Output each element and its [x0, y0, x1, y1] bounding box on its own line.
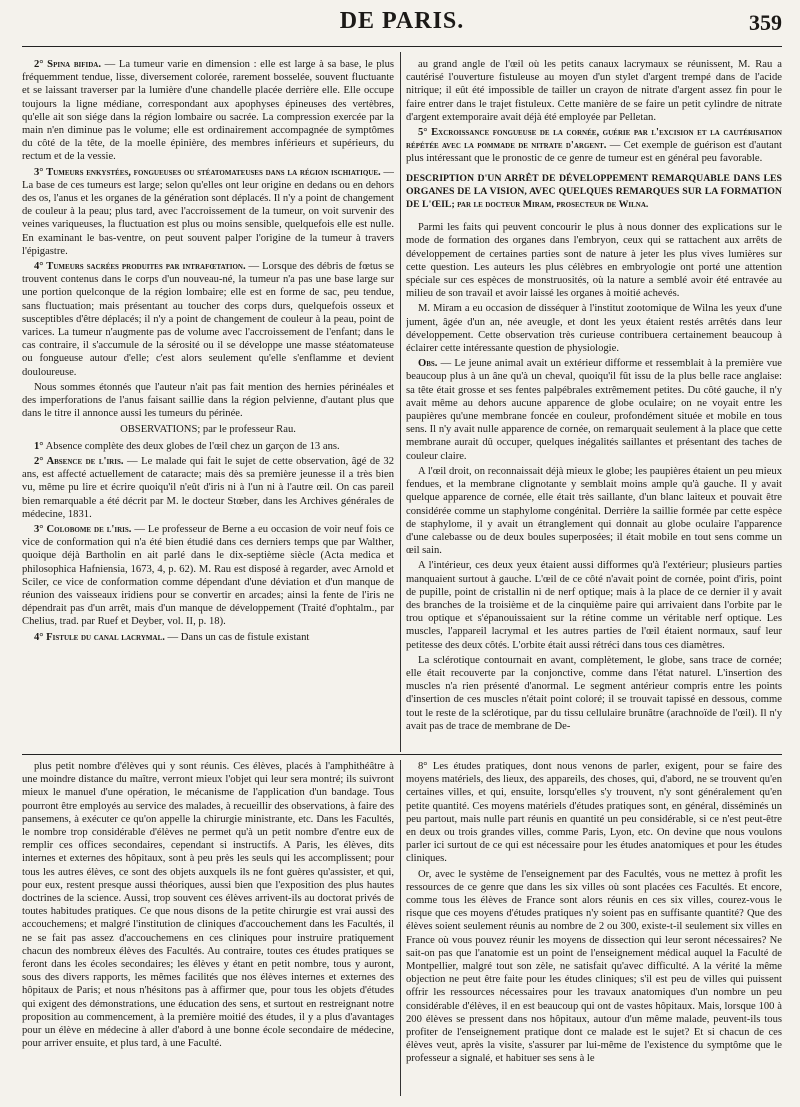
paragraph-text: — La tumeur varie en dimension : elle est large à sa base, le plus fréquemment tendue, lisse, diversement colorée, rarement bosselée, souvent fluctuante et se laissant traverser par la lumière d'une chandelle placée derrière elle. Elle occupe toujours la ligne médiane, correspondant aux apophyses épineuses des vertèbres, qu'elle ait son siége dans la région lombaire ou sacrée. La compression exercée par la main n'en diminue pas le volume; elle est ordinairement accompagnée de symptômes du côté de la tête, de la moelle épinière, des membres inférieurs et supérieurs, du rectum et de la vessie.	[22, 59, 394, 163]
paragraph-heading: 5° Excroissance fongueuse de la cornée, guérie par l'excision et la cautérisation répétée avec la pommade de nitrate d'argent.	[406, 127, 782, 152]
paragraph-text: au grand angle de l'œil où les petits canaux lacrymaux se réunissent, M. Rau a cautérisé l'ouverture fistuleuse au moyen d'un stylet d'argent trempé dans de l'acide nitrique; il eût été impossible de tailler un crayon de nitrate d'argent assez fin pour le faire entrer dans le trajet fistuleux. Cette manière de se faire un petit cylindre de nitrate d'argent extemporaire avait déjà été employée par Pelletan.	[406, 59, 782, 123]
paragraph	[22, 440, 394, 453]
paragraph-text: — Cet exemple de guérison est d'autant plus intéressant que le pronostic de ce genre de tumeur est en général peu favorable.	[406, 140, 782, 165]
column-divider-bottom	[400, 760, 401, 1096]
paragraph	[22, 381, 394, 421]
paragraph-text: 8° Les études pratiques, dont nous venons de parler, exigent, pour se faire des moyens matériels, des lieux, des appareils, des choses, qui, d'abord, ne se trouvent qu'en certaines villes, et qui, ensuite, lorsqu'elles s'y trouvent, n'y sont généralement qu'en petite quantité. Ces moyens matériels d'études pratiques sont, en général, disséminés un peu partout, mais nulle part réunis en quantité un peu considérable, si ce n'est peut-être en deux ou trois grandes villes, comme Paris, Lyon, etc. On devine que nous voulons parler ici surtout de ce qui est nécessaire pour les études anatomiques et pour les études cliniques.	[406, 761, 782, 865]
paragraph-text: — Le malade qui fait le sujet de cette observation, âgé de 32 ans, est affecté actuellement de cataracte; mais dès sa première jeunesse il a très bien vu, même pu lire et écrire quoiqu'il n'eût d'iris ni à l'un ni à l'autre œil. On cas pareil bien remarquable a été décrit par M. le docteur Stœber, dans les Archives générales de médecine, 1831.	[22, 455, 394, 520]
paragraph-text: plus petit nombre d'élèves qui y sont réunis. Ces élèves, placés à l'amphithéâtre à une moindre distance du maître, verront mieux l'objet qui leur sera montré; ils suivront mieux le manuel d'une opération, le mécanisme de l'application d'un bandage. Tous pourront être employés au service des malades, à recueillir des observations, à faire des pansemens, à exécuter ce qu'on appelle la chirurgie ministrante, etc. Dans les Facultés, le nombre trop considérable d'élèves ne permet qu'à un petit nombre d'entre eux de remplir ces offices secondaires, cependant si instructifs. A Paris, les élèves, dits internes et externes des hôpitaux, sont à peu près les seuls qui les accomplissent; pour tous les autres élèves, ce sont des objets auxquels ils ne font guères qu'assister, et qui, pour eux, restent presque aussi théoriques, aussi bien que l'exposition des plus hautes doctrines de la science. Aussi, trop souvent ces élèves arrivent-ils au doctorat privés de toutes habitudes pratiques. Ce que nous disons de la petite chirurgie est vrai aussi des accouchemens; et malgré l'institution de cliniques d'accouchement dans les Facultés, il ne se fait pas assez d'accouchemens en ces cliniques pour instruire pratiquement chacun des nombreux élèves des Facultés. Au contraire, toutes ces études pratiques se feront dans les écoles secondaires; les élèves y étant en petit nombre, tous y auront, sous des divers rapports, les mêmes facilités que nos élèves internes et externes des hôpitaux de Paris; et nous n'hésitons pas à affirmer que, pour tous les objets d'études qui exigent des démonstrations, une éducation des sens, et surtout en restreignant notre proposition au commencement, à la première moitié des études, il y a plus d'avantages pour un élève en médecine à aller d'abord à une bonne école secondaire de médecine, pour arriver ensuite, et plus tard, à une Faculté.	[22, 761, 394, 1050]
paragraph	[22, 631, 394, 644]
masthead	[22, 4, 782, 44]
paragraph-text: A l'intérieur, ces deux yeux étaient aussi difformes qu'à l'extérieur; plusieurs parties manquaient surtout à gauche. L'œil de ce côté n'avait point de cornée, point d'iris, point de pupille, point de cristallin ni de nerf optique; mais à la place de ce dernier il y avait des branches de la troisième et de la cinquième paire qui arrivaient dans l'orbite par le trou optique et s'épanouissaient sur la rétine comme un véritable nerf optique. Les muscles, l'appareil lacrymal et les autres parties de l'œil étaient normaux, sauf leur petitesse des deux côtés. L'orbite était aussi rétréci dans tous ces diamètres.	[406, 560, 782, 651]
section-heading: OBSERVATIONS; par le professeur Rau.	[120, 424, 296, 436]
paragraph	[406, 654, 782, 733]
paragraph-text: — Lorsque des débris de fœtus se trouvent contenus dans le corps d'un nouveau-né, la tumeur n'a pas une base large sur une portion quelconque de la région lombaire; elle est en forme de sac, peu tendue, sans fluctuation; mais présentant au toucher des corps durs, quelquefois osseux et susceptibles d'être déplacés; il n'y a point de changement de couleur à la peau, point de varices. La tumeur n'augmente pas de volume avec l'accroissement de l'enfant; dans le cas contraire, il s'accumule de la sérosité ou il se développe une masse stéatomateuse ou fongueuse autour d'elle; c'est alors seulement qu'elle s'enflamme et devient douloureuse.	[22, 261, 394, 378]
paragraph	[406, 126, 782, 166]
section-rule	[22, 754, 782, 755]
paragraph	[406, 58, 782, 124]
paragraph-text: Or, avec le système de l'enseignement par des Facultés, vous ne mettez à profit les ressources de ce genre que dans les six villes où sont placées ces Facultés. Et encore, comme tous les élèves de France sont alors réunis en ces six villes, courez-vous le risque que ces moyens d'études pratiques n'y soient pas en suffisante quantité? Que des élèves soient seulement réunis au nombre de 2 ou 300, existe-t-il seulement six villes en France où vous pouvez réunir les moyens de dissection qui leur seront nécessaires? Ne sait-on pas que l'anatomie est un point de l'enseignement médical auquel la Faculté de Montpellier, malgré tout son zèle, ne satisfait qu'avec difficulté. A la vérité la même objection ne peut être faite pour les études cliniques; s'il est peu de villes qui puissent offrir les ressources nécessaires pour les travaux anatomiques d'un nombre un peu considérable d'élèves, il en est beaucoup qui ont de vastes hôpitaux. Mais, lorsque 100 à 200 élèves se pressent dans nos hôpitaux, autour d'un même malade, peuvent-ils tous profiter de l'enseignement pratique dont ce malade est le sujet? Et si chacun de ces élèves veut, après la visite, s'assurer par lui-même de l'existence du symptôme que le professeur a signalé, et habituer ses sens à le	[406, 868, 782, 1065]
paragraph	[22, 760, 394, 1050]
paragraph-text: M. Miram a eu occasion de disséquer à l'institut zootomique de Wilna les yeux d'une jument, âgée d'un an, née aveugle, et dont les yeux étaient restés arrêtés dans leur développement. Cette observation très curieuse contribuera certainement beaucoup à éclairer cette intéressante question de physiologie.	[406, 303, 782, 355]
paragraph-text: — Le jeune animal avait un extérieur difforme et ressemblait à la première vue beaucoup plus à un âne qu'à un cheval, quoiqu'il fût issu de la plus belle race anglaise: sa tête était grosse et ses fentes palpébrales extrêmement petites. Du côté gauche, il n'y avait même au dehors aucune apparence de globe oculaire; on ne voyait entre les paupières qu'une membrane foncée en couleur, profondément située et mobile en tous sens. Il n'y avait nulle apparence de cornée, on remarquait seulement à la place que cette membrane aurait dû occuper, quelques inégalités saillantes et présentant des taches de couleur claire.	[406, 358, 782, 462]
column-top-right	[406, 58, 782, 748]
column-bottom-left	[22, 760, 394, 1100]
paragraph	[22, 455, 394, 521]
newspaper-page	[22, 0, 782, 1107]
paragraph-heading: 3° Tumeurs enkystées, fongueuses ou stéatomateuses dans la région ischiatique.	[34, 166, 381, 178]
paragraph-text: — Le professeur de Berne a eu occasion de voir neuf fois ce vice de conformation qui n'a été bien étudié dans ces derniers temps que par Walther, quoique déjà Bartholin en ait parlé dans le dix-septième siècle (Acta medica et philosophica Hafniensia, 1673, 4, p. 62). M. Rau est disposé à regarder, avec Arnold et Sciler, ce vice de conformation comme dépendant d'une déviation et d'un manque de réunion des vaisseaux iridiens pour se convertir en arcades; ainsi la fente de l'iris ne dépendrait pas d'un arrêt, mais d'un manque de développement (Traité d'ophtalm., par Chelius, trad. par Ruef et Deyber, vol. II, p. 18).	[22, 523, 394, 628]
paragraph-text: — La base de ces tumeurs est large; selon qu'elles ont leur origine en dedans ou en dehors des os, l'anus et les organes de la génération sont déplacés. Il n'y a point de changement de couleur à la peau; plus tard, avec l'accroissement de la tumeur, on voit survenir des veines variqueuses, la fluctuation est plus ou moins sensible, quelquefois elle est nulle. En examinant le bas-ventre, on peut souvent palper l'origine de la tumeur à travers l'épigastre.	[22, 166, 394, 257]
paragraph-text: — Dans un cas de fistule existant	[164, 631, 310, 643]
paragraph	[406, 465, 782, 557]
paragraph	[406, 868, 782, 1066]
column-top-left	[22, 58, 394, 748]
article-title: DESCRIPTION D'UN ARRÊT DE DÉVELOPPEMENT REMARQUABLE DANS LES ORGANES DE LA VISION, AVEC QUELQUES REMARQUES SUR LA FORMATION DE L'ŒIL; par le docteur Miram, prosecteur de Wilna.	[406, 172, 782, 211]
journal-title: DE PARIS.	[339, 8, 465, 34]
paragraph	[406, 221, 782, 300]
paragraph-heading: Obs.	[418, 358, 438, 370]
column-bottom-right	[406, 760, 782, 1100]
paragraph-text: Nous sommes étonnés que l'auteur n'ait pas fait mention des hernies périnéales et des imperforations de l'anus faisant saillie dans la région pelvienne, d'autant plus que dans le titre il annonce aussi les tumeurs du périnée.	[22, 381, 394, 420]
paragraph-heading: 1°	[34, 440, 44, 452]
paragraph	[22, 523, 394, 629]
paragraph-heading: 2° Spina bifida.	[34, 59, 101, 70]
paragraph-text: Parmi les faits qui peuvent concourir le plus à nous donner des explications sur le mode de formation des organes dans l'embryon, ceux qui se rattachent aux arrêts de développement de certaines parties sont de nature à jeter les plus vives lumières sur cette question. Les auteurs les plus célèbres en embryologie ont porté une attention spéciale sur ces espèces de monstruosités, où la nature a semblé avoir été entravée au milieu de son travail et avoir laissé les organes à moitié achevés.	[406, 222, 782, 300]
column-divider-top	[400, 52, 401, 752]
paragraph	[406, 302, 782, 355]
paragraph-text: A l'œil droit, on reconnaissait déjà mieux le globe; les paupières étaient un peu mieux fendues, et la membrane clignotante y semblait moins ample qu'à gauche. Il y avait quelque apparence de cornée, elle était très saillante, d'un blanc laiteux et pouvait être considérée comme un staphylome congénital. Derrière la saillie formée par cette espèce de staphylome, il y avait un étranglement qui donnait au globe oculaire l'apparence d'une calebasse ou de deux boules superposées; il était mobile en tout sens comme un œil sain.	[406, 465, 782, 557]
paragraph	[22, 260, 394, 379]
paragraph-heading: 4° Tumeurs sacrées produites par intrafœtation.	[34, 261, 246, 273]
paragraph-heading: 4° Fistule du canal lacrymal.	[34, 631, 165, 643]
paragraph-text: La sclérotique contournait en avant, complètement, le globe, sans trace de cornée; elle était recouverte par la conjonctive, comme dans l'état naturel. L'insertion des muscles n'a rien présenté d'anormal. Le segment antérieur compris entre les points d'insertion de ces muscles n'était point coloré; il se trouvait tapissé en dessous, comme tout le reste de la sclérotique, par du tissu cellulaire brunâtre (arachnoïde de l'œil). Il n'y avait pas de trace de membrane de De-	[406, 654, 782, 732]
paragraph	[406, 559, 782, 651]
paragraph	[406, 760, 782, 866]
header-rule	[22, 46, 782, 47]
paragraph	[22, 58, 394, 164]
page-number: 359	[749, 10, 782, 35]
paragraph	[406, 357, 782, 463]
paragraph-heading: 3° Colobome de l'iris.	[34, 523, 132, 535]
paragraph	[22, 166, 394, 258]
paragraph-heading: 2° Absence de l'iris.	[34, 455, 124, 467]
paragraph-text: Absence complète des deux globes de l'œil chez un garçon de 13 ans.	[43, 440, 340, 452]
